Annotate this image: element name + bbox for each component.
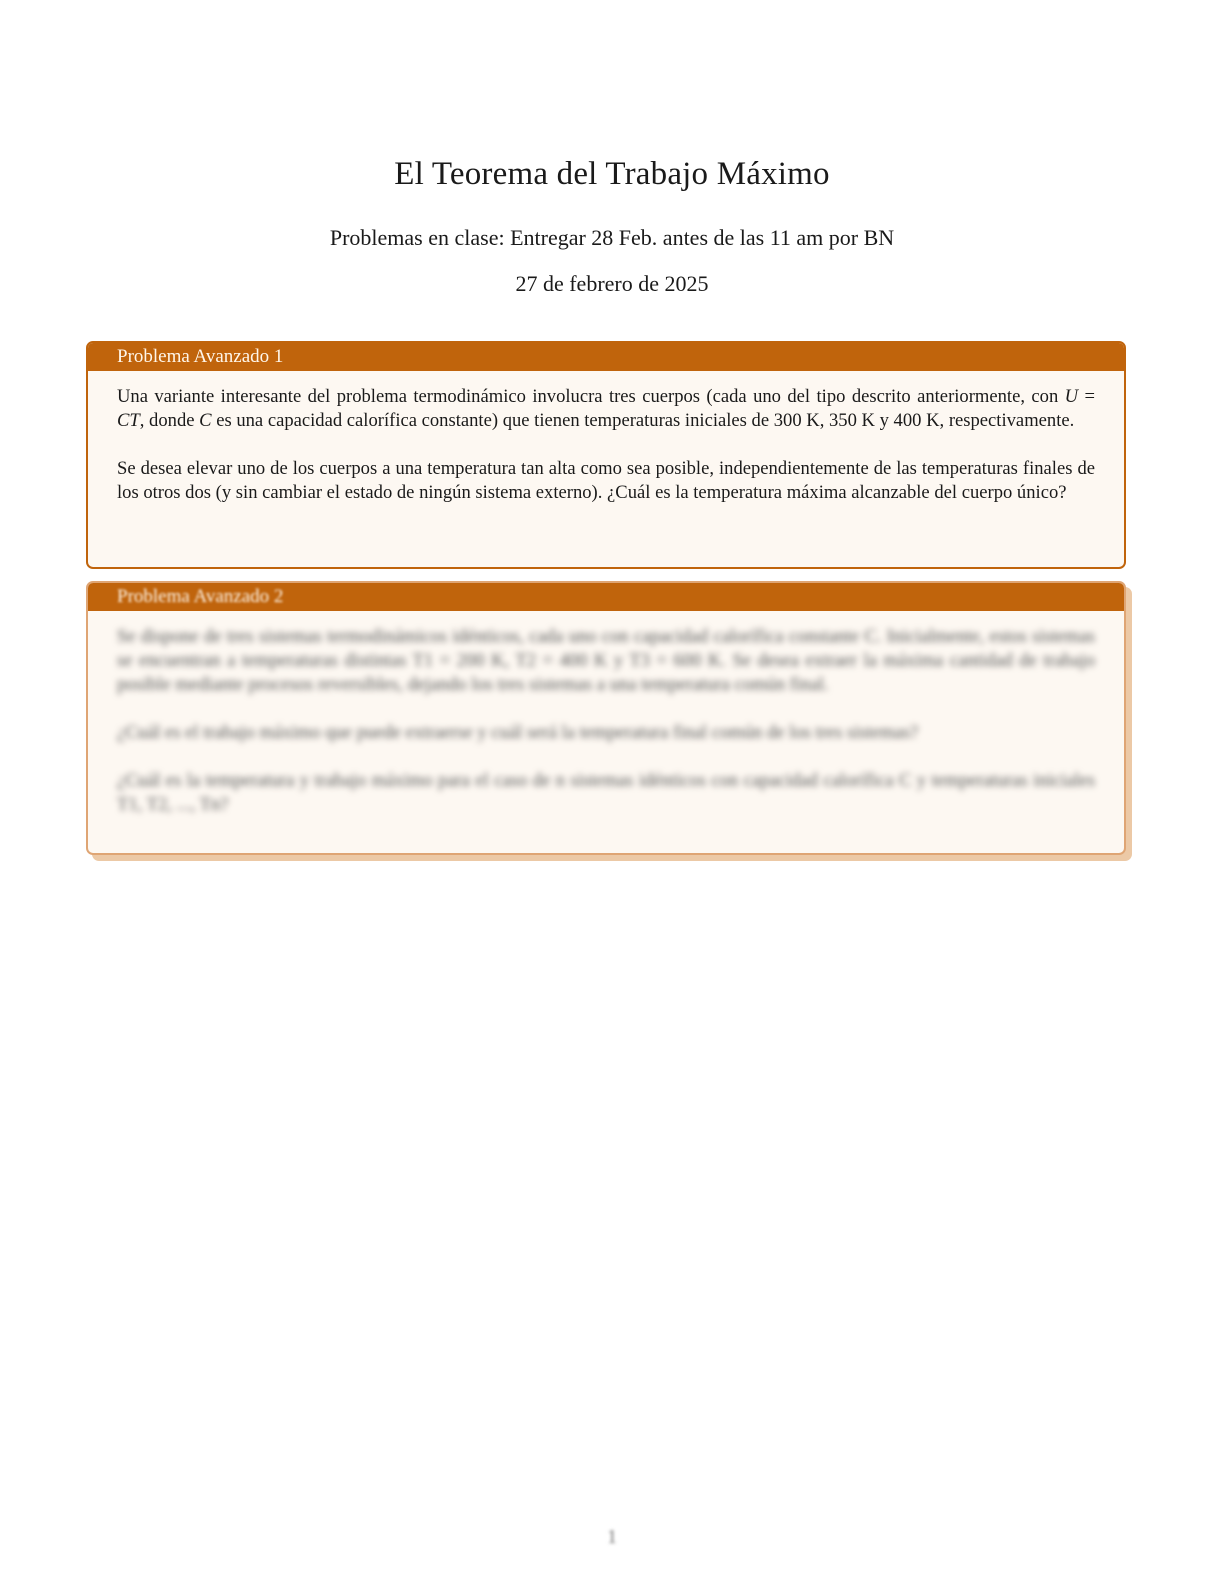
problem-box-2-header [88,583,1124,611]
problem-1-paragraph-1 [117,385,1095,433]
document-title: El Teorema del Trabajo Máximo [394,156,830,192]
problem-1-text-part-3: es una capacidad calorífica constante) que tienen temperaturas iniciales de 300 K, 350 K y 400 K, respectivamente. [211,410,1075,431]
problem-box-1-title: Problema Avanzado 1 [117,346,284,367]
math-CT: CT [117,410,140,431]
math-U: U [1064,386,1079,407]
math-C: C [199,410,212,431]
problem-box-1-header [88,343,1124,371]
page-number: 1 [607,1526,617,1548]
problem-1-paragraph-2: Se desea elevar uno de los cuerpos a una temperatura tan alta como sea posible, independientemente de las temperaturas finales de los otros dos (y sin cambiar el estado de ningún sistema externo). ¿Cuál es la temperatura máxima alcanzable del cuerpo único? [117,458,1095,503]
problem-1-text-part-2: , donde [139,410,200,431]
problem-box-1-body [88,371,1124,519]
problem-2-paragraph-1: Se dispone de tres sistemas termodinámicos idénticos, cada uno con capacidad calorífica constante C. Inicialmente, estos sistemas se encuentran a temperaturas distintas T1 = 200 K, T2 = 400 K y T3 = 600 K. Se desea extraer la máxima cantidad de trabajo posible mediante procesos reversibles, dejando los tres sistemas a una temperatura común final. [117,626,1095,695]
problem-box-2 [86,581,1126,855]
problem-2-paragraph-2: ¿Cuál es el trabajo máximo que puede extraerse y cuál será la temperatura final común de los tres sistemas? [117,722,919,743]
problem-1-text-part-1: Una variante interesante del problema termodinámico involucra tres cuerpos (cada uno del tipo descrito anteriormente, con [117,386,1065,407]
document-date: 27 de febrero de 2025 [515,271,709,296]
document-subtitle: Problemas en clase: Entregar 28 Feb. antes de las 11 am por BN [329,225,895,250]
problem-box-2-body [88,611,1124,831]
math-equals: = [1078,386,1095,407]
problem-2-paragraph-3: ¿Cuál es la temperatura y trabajo máximo para el caso de n sistemas idénticos con capacidad calorífica C y temperaturas iniciales T1, T2, ..., Tn? [117,770,1095,815]
problem-box-2-title: Problema Avanzado 2 [117,586,284,607]
problem-box-1 [86,341,1126,569]
